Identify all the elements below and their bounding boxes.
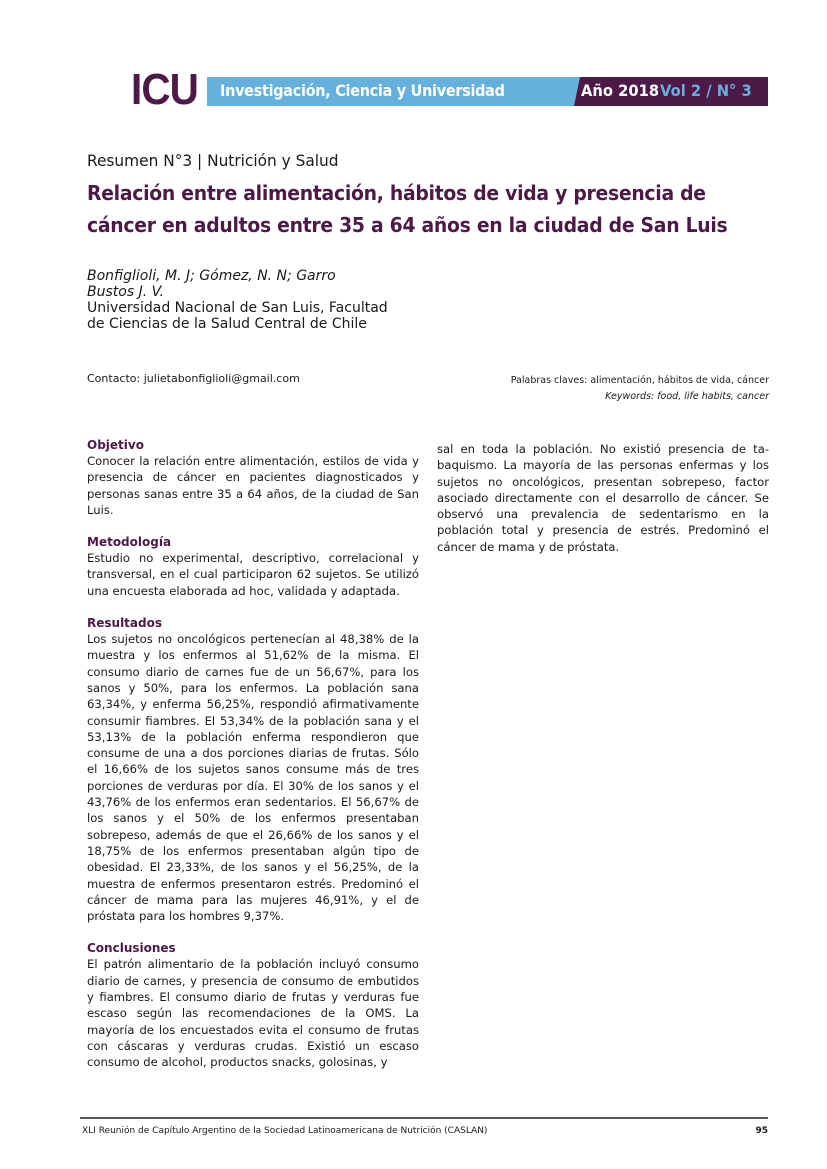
section-label: Resumen N°3 | Nutrición y Salud — [87, 151, 339, 170]
metodologia-heading: Metodología — [87, 535, 172, 550]
journal-name: Investigación, Ciencia y Universidad — [220, 81, 505, 100]
keywords-es-label: Palabras claves: — [510, 375, 588, 386]
conclusiones-heading: Conclusiones — [87, 941, 176, 956]
issue-year: Año 2018 — [581, 81, 660, 100]
issue-volume: Vol 2 / N° 3 — [660, 81, 752, 100]
keywords-en-value: food, life habits, cancer — [657, 391, 769, 402]
journal-logo: ICU — [131, 65, 198, 114]
authors-line: Bustos J. V. — [87, 284, 165, 300]
conclusiones-text: El patrón alimentario de la población incluyó consumo diario de carnes, y presencia de consumo de embutidos y fiambres. El consumo diario de frutas y verduras fue escaso según las recomendaciones de la OMS. La mayoría de los encuestados evita el consumo de frutas con cáscaras y verduras crudas. Existió un escaso consumo de alcohol, productos snacks, golosinas, y — [87, 957, 419, 1070]
authors-line: Bonfiglioli, M. J; Gómez, N. N; Garro — [87, 268, 336, 284]
left-column — [87, 437, 419, 1087]
objetivo-text: Conocer la relación entre alimentación, estilos de vida y presencia de cáncer en pacientes diagnosticados y personas sanas entre 35 a 64 años, de la ciudad de San Luis. — [87, 454, 419, 517]
article-title — [87, 177, 747, 241]
contact-label: Contacto: — [87, 372, 141, 385]
objetivo-heading: Objetivo — [87, 438, 144, 452]
keywords-block — [511, 373, 769, 405]
conclusiones-text-continued: sal en toda la población. No existió presencia de tabaquismo. La mayoría de las personas enfermas y los sujetos no oncológicos, presentan sobrepeso, factor asociado directamente con el desarrollo de cáncer. Se observó una prevalencia de sedentarismo en la población total y presencia de estrés. Predominó el cáncer de mama y de próstata. — [437, 442, 769, 554]
resultados-heading: Resultados — [87, 616, 162, 631]
resultados-text: Los sujetos no oncológicos pertenecían al 48,38% de la muestra y los enfermos al 51,62% de la misma. El consumo diario de carnes fue de un 56,67%, para los sanos y 50%, para los enfermos. La población sana 63,34%, y enferma 56,25%, respondió afirmativamente consumir fiambres. El 53,34% de la población sana y el 53,13% de la población enferma respondieron que consume de una a dos porciones diarias de frutas. Sólo el 16,66% de los sujetos sanos consume más de tres porciones de verduras por día. El 30% de los sanos y el 43,76% de los enfermos eran sedentarios. El 56,67% de los sanos y el 50% de los enfermos presentaban sobrepeso, además de que el 26,66% de los sanos y el 18,75% de los enfermos presentaban algún tipo de obesidad. El 23,33%, de los sanos y el 56,25%, de la muestra de enfermos presentaron estrés. Predominó el cáncer de mama para las mujeres 46,91%, y el de próstata para los hombres 9,37%. — [87, 632, 419, 924]
footer-conference: XLI Reunión de Capítulo Argentino de la Sociedad Latinoamericana de Nutrición (CASLAN) — [82, 1126, 488, 1136]
metodologia-text: Estudio no experimental, descriptivo, correlacional y transversal, en el cual participaron 62 sujetos. Se utilizó una encuesta elaborada ad hoc, validada y adaptada. — [87, 551, 419, 598]
footer-divider — [80, 1117, 768, 1119]
keywords-es-value: alimentación, hábitos de vida, cáncer — [590, 375, 769, 386]
contact-line — [87, 372, 300, 386]
affiliation-line: de Ciencias de la Salud Central de Chile — [87, 316, 367, 332]
keywords-es — [511, 373, 769, 389]
affiliation-line: Universidad Nacional de San Luis, Facultad — [87, 300, 388, 316]
keywords-en-label: Keywords: — [605, 391, 655, 402]
author-block — [87, 268, 388, 332]
right-column — [437, 441, 769, 571]
contact-email[interactable]: julietabonfiglioli@gmail.com — [143, 372, 300, 385]
keywords-en — [511, 389, 769, 405]
article-title-line: cáncer en adultos entre 35 a 64 años en la ciudad de San Luis — [87, 213, 728, 237]
page-number: 95 — [755, 1126, 768, 1136]
article-title-line: Relación entre alimentación, hábitos de vida y presencia de — [87, 181, 706, 205]
